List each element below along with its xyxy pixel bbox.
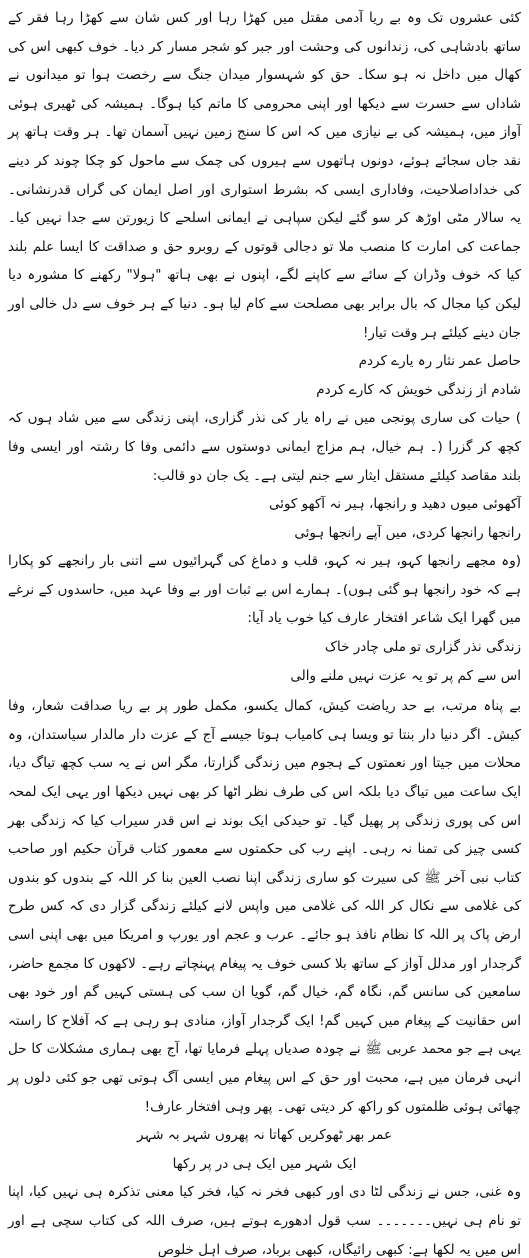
- verse-1-line-2: شادم از زندگی خویش کہ کارے کردم: [316, 381, 521, 398]
- paragraph-1: کئی عشروں تک وہ بے ریا آدمی مقتل میں کھڑا رہا اور کس شان سے کھڑا رہا فقر کے ساتھ بادشاہی کی، زندانوں کی وحشت اور جبر کو شجر مسار کر دیا۔ خوف کبھی اس کی کھال میں داخل نہ ہو سکا۔ حق کو شہسوار میدان جنگ سے رخصت ہوا تو میدانوں نے شاداں سے حسرت سے دیکھا اور اپنی محرومی کا ماتم کیا ہوگا۔ ہمیشہ کی ٹھیری ہوئی آواز میں، ہمیشہ کی بے نیازی میں کہ اس کا سنج زمین نہیں آسمان تھا۔ ہر وقت ہاتھ پر نقد جاں سجائے ہوئے، دونوں ہاتھوں سے ہیروں کی چمک سے ماحول کو چکا چوند کر دینے کی خداداصلاحیت، وفاداری ایسی کہ بشرط استواری اور اصل ایمان کی گراں قدرنشانی۔ یہ سالار مٹی اوڑھ کر سو گئے لیکن سپاہی نے ایمانی اسلحے کا زیورتن سے جدا نہیں کیا۔ جماعت کی امارت کا منصب ملا تو دجالی قوتوں کے روبرو حق و صداقت کا ایسا علم بلند کیا کہ خوف وڈران کے سائے سے کاپنے لگے، اپنوں نے بھی ہاتھ "ہولا" رکھنے کا مشورہ دیا لیکن کیا مجال کہ بال برابر بھی مصلحت سے کام لیا ہو۔ دنیا کے ہر خوف سے دل خالی اور جان دینے کیلئے ہر وقت تیار!: [8, 10, 521, 341]
- verse-4-line-1: عمر بھر ٹھوکریں کھاتا نہ پھروں شہر بہ شہر: [136, 1127, 393, 1144]
- verse-3-line-2: اس سے کم پر تو یہ عزت نہیں ملنے والی: [290, 667, 521, 684]
- paragraph-5: وہ غنی، جس نے زندگی لٹا دی اور کبھی فخر نہ کیا، فخر کیا معنی تذکرہ ہی نہیں کیا، اپنا تو نام ہی نہیں۔۔۔۔۔۔۔ سب قول ادھورے ہوتے ہیں، صرف اللہ کی کتاب سچی ہے اور اس میں یہ لکھا ہے: کبھی رائیگاں، کبھی برباد، صرف اہل خلوص: [8, 1184, 521, 1258]
- verse-2-line-2: رانجھا رانجھا کردی، میں آپے رانجھا ہوئی: [294, 524, 521, 541]
- paragraph-4: بے پناہ مرتب، بے حد ریاضت کیش، کمال یکسو، مکمل طور پر بے ریا صداقت شعار، وفا کیش۔ اگر دنیا دار بنتا تو ویسا ہی کامیاب ہوتا جیسے آج کے عزت دار مالدار سیاستدان، وہ محلات میں جیتا اور نعمتوں کے ہجوم میں زندگی گزارتا، مگر اس نے یہ سب کچھ تیاگ دیا، ایک ساعت میں تیاگ دیا بلکہ اس کی طرف نظر اٹھا کر بھی نہیں دیکھا اور یہی ایک لمحہ اس کی پوری زندگی پر پھیل گیا۔ تو حیدکی ایک بوند نے اس قدر سیراب کیا کہ زندگی بھر کسی چیز کی تمنا نہ رہی۔ اپنے رب کی حکمتوں سے معمور کتاب قرآن حکیم اور صاحب کتاب نبی آخر ﷺ کی سیرت کو ساری زندگی اپنا نصب العین بنا کر اللہ کے بندوں کو بندوں کی غلامی سے نکال کر اللہ کی غلامی میں واپس لانے کیلئے زندگی گزار دی کہ کس طرح ارض پاک پر اللہ کا نظام نافذ ہو جائے۔ عرب و عجم اور یورپ و امریکا میں بھی اپنی اسی گرجدار اور مدلل آواز کے ساتھ بلا کسی خوف یہ پیغام پہنچاتے رہے۔ لاکھوں کا مجمع حاضر، سامعین کی سانس گم، نگاہ گم، خیال گم، گویا ان سب کی ہستی کہیں گم اور خود بھی اس حقانیت کے پیغام میں کہیں گم! ایک گرجدار آواز، منادی ہو رہی ہے کہ آفلاح کا راستہ یہی ہے جو محمد عربی ﷺ نے چودہ صدیاں پہلے فرمایا تھا، آج بھی ہماری مشکلات کا حل انہی فرمان میں ہے، محبت اور حق کے اس پیغام میں ایسی آگ ہوتی تھی جو کئی دلوں پر چھائی ہوئی ظلمتوں کو راکھ کر دیتی تھی۔ پھر وہی افتخار عارف!: [8, 698, 521, 1115]
- verse-1-line-1: حاصل عمر نثار رہ یارے کردم: [358, 353, 521, 370]
- verse-4-line-2: ایک شہر میں ایک ہی در پر رکھا: [172, 1155, 357, 1172]
- verse-2-line-1: آکھوئی میوں دھید و رانجھا، ہیر نہ آکھو کوئی: [268, 496, 521, 513]
- verse-3-line-1: زندگی نذر گزاری تو ملی چادر خاک: [324, 639, 521, 656]
- paragraph-3: (وہ مجھے رانجھا کہو، ہیر نہ کہو، قلب و دماغ کی گہرائیوں سے اتنی بار رانجھے کو پکارا ہے کہ خود رانجھا ہو گئی ہوں)۔ ہمارے اس بے ثبات اور بے وفا عہد میں، حاسدوں کے نرغے میں گھرا ایک شاعر افتخار عارف کیا خوب یاد آیا:: [8, 553, 521, 627]
- paragraph-2: ) حیات کی ساری پونجی میں نے راہ یار کی نذر گزاری، اپنی زندگی سے میں شاد ہوں کہ کچھ کر گزرا (۔ ہم خیال، ہم مزاج ایمانی دوستوں سے دائمی وفا کا رشتہ اور ایسی وفا بلند مقاصد کیلئے مستقل ایثار سے جنم لیتی ہے۔ یک جان دو قالب:: [8, 410, 521, 484]
